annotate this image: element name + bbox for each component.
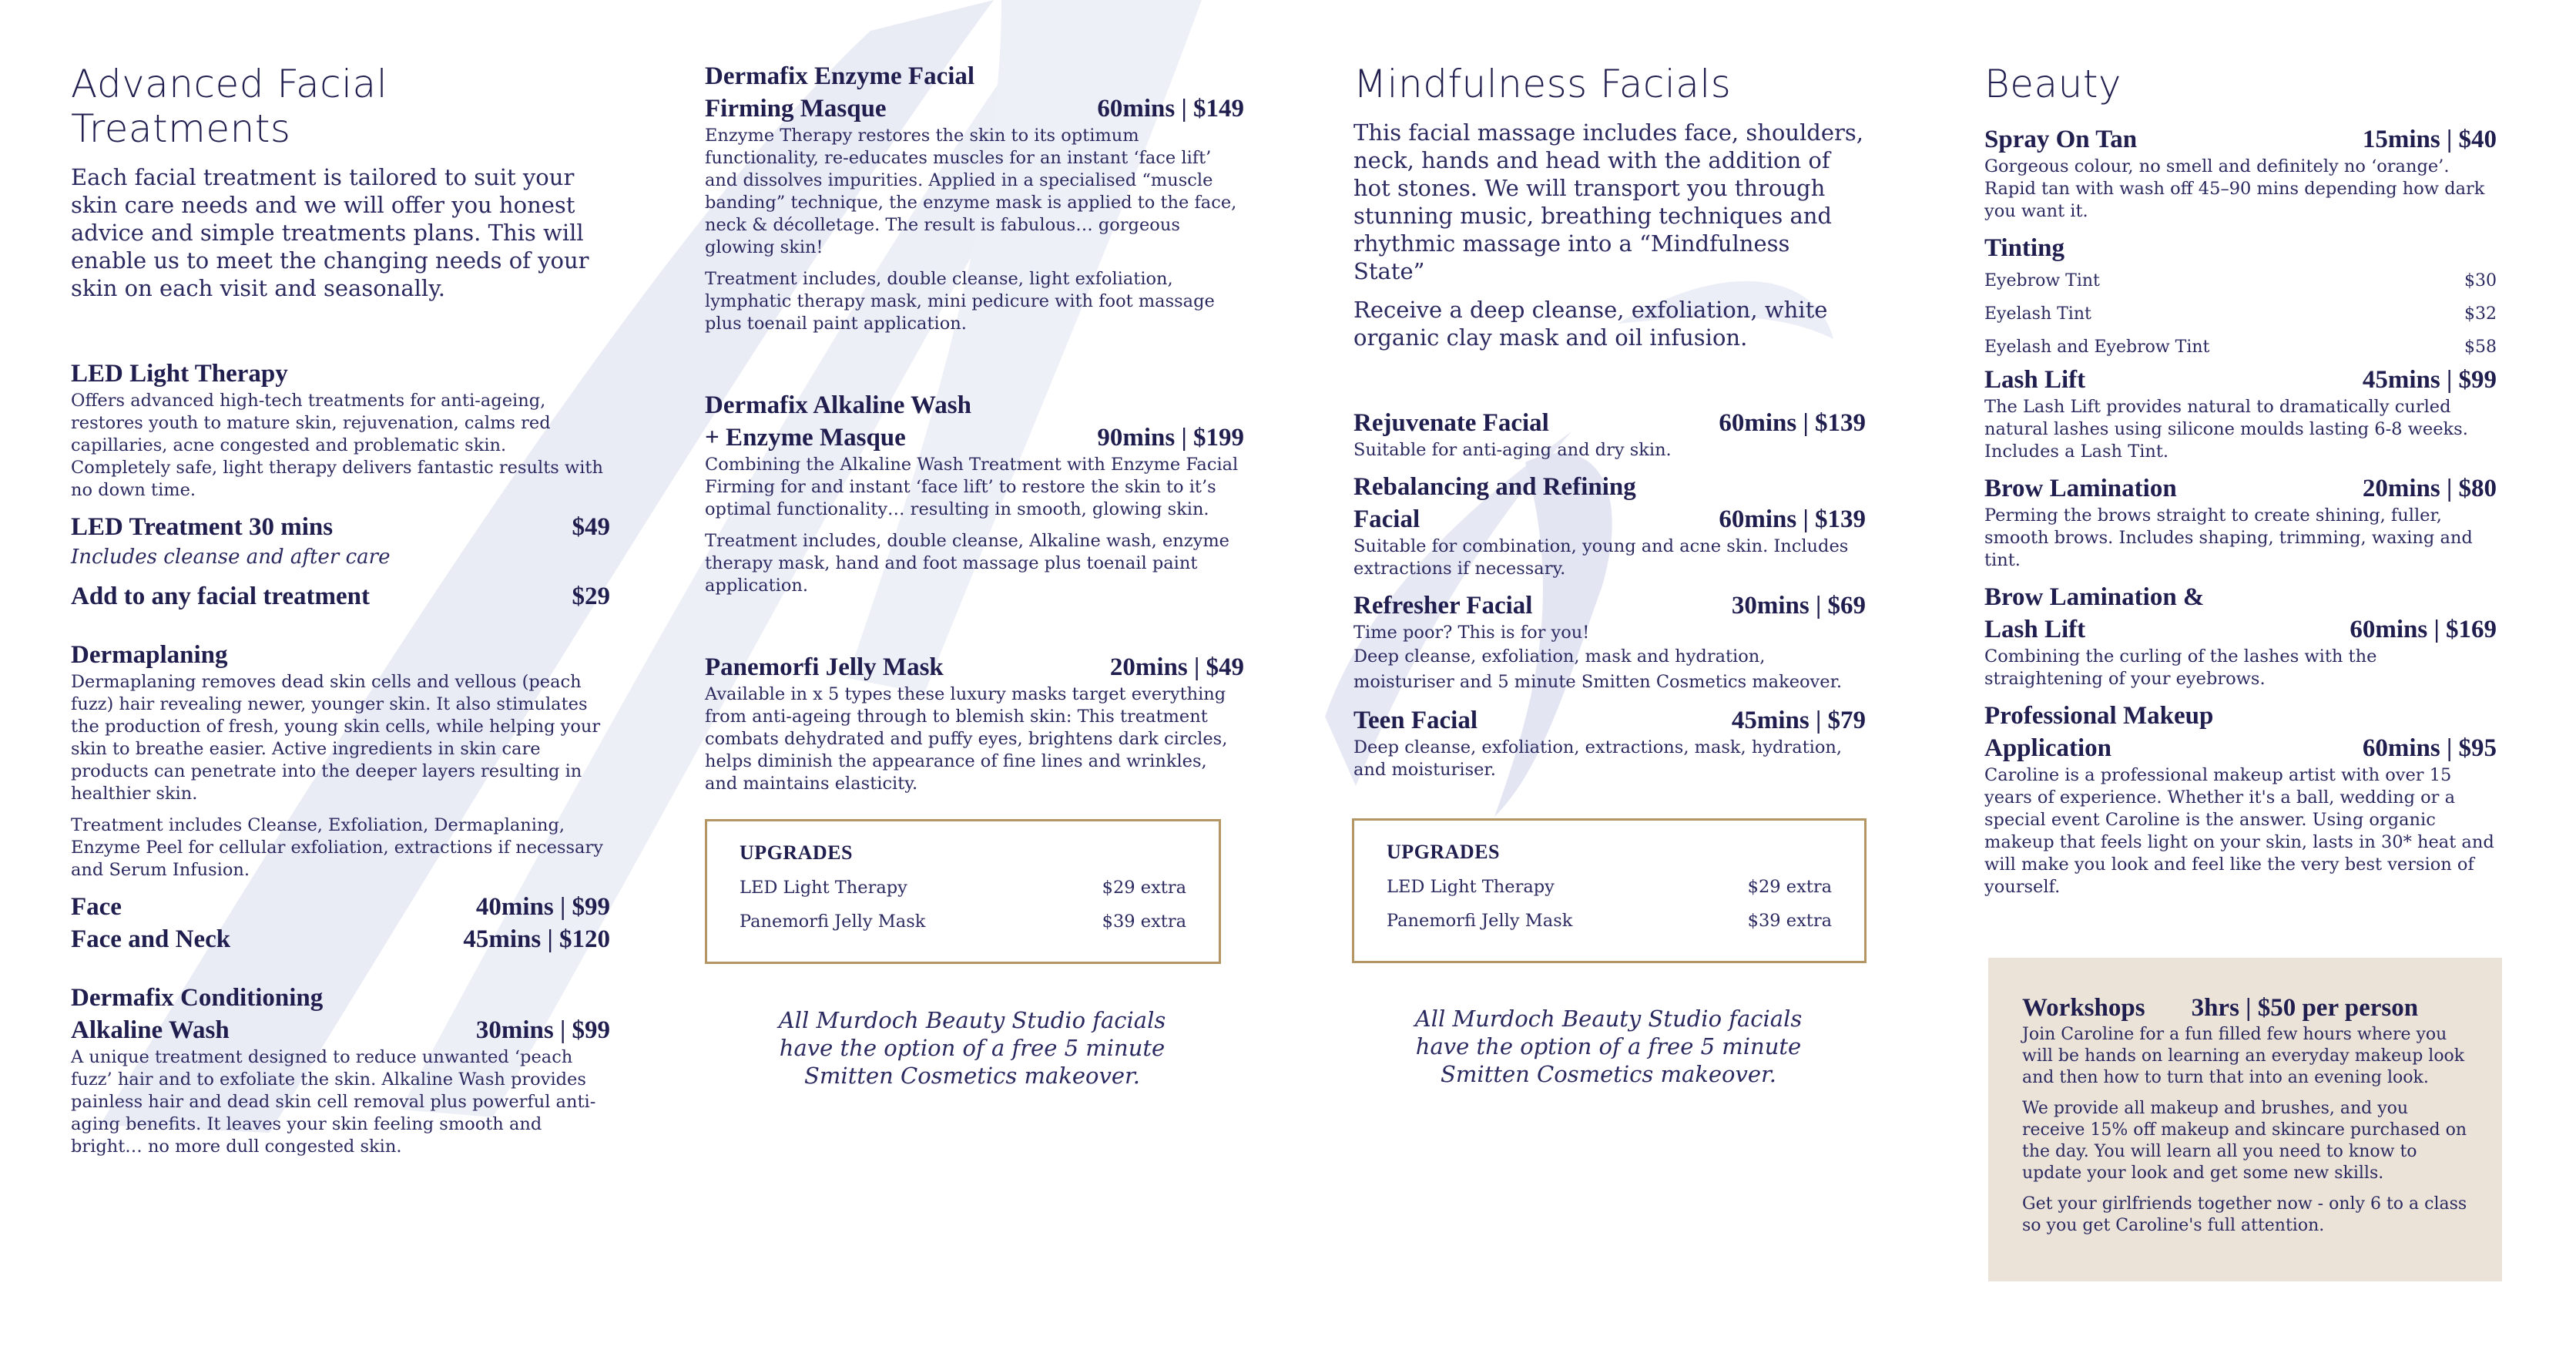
- makeup-title-line1: Professional Makeup: [1984, 702, 2214, 730]
- addon-name: Add to any facial treatment: [71, 583, 371, 610]
- alkaline-desc: Combining the Alkaline Wash Treatment with Enzyme Facial Firming for and instant ‘face lift’ to restore the skin to it’s optimal functionality… resulting in smooth, glowing skin.: [705, 455, 1239, 519]
- led-treatment-row: [71, 511, 610, 543]
- conditioning-price: 30mins | $99: [475, 1016, 610, 1044]
- upgrade-price: $29 extra: [1102, 878, 1186, 898]
- enzyme-includes: Treatment includes, double cleanse, light exfoliation, lymphatic therapy mask, mini pedicure with foot massage plus toenail paint application.: [705, 269, 1215, 334]
- face-name: Face: [71, 893, 122, 921]
- alkaline-title-line2: + Enzyme Masque: [705, 424, 906, 452]
- rebalancing-title-line1: Rebalancing and Refining: [1353, 473, 1636, 501]
- alkaline-price: 90mins | $199: [1097, 424, 1244, 452]
- upgrade-price: $39 extra: [1102, 912, 1186, 932]
- conditioning-desc: A unique treatment designed to reduce unwanted ‘peach fuzz’ hair and to exfoliate the skin. Alkaline Wash provides painless hair and dead skin cell removal plus powerful anti-aging benefits. It leaves your skin feeling smooth and bright… no more dull congested skin.: [71, 1047, 596, 1157]
- enzyme-price: 60mins | $149: [1097, 95, 1244, 123]
- enzyme-title-line2: Firming Masque: [705, 95, 887, 123]
- refresher-desc-2: Deep cleanse, exfoliation, mask and hydration, moisturiser and 5 minute Smitten Cosmetics makeover.: [1353, 646, 1843, 692]
- upgrade-name: LED Light Therapy: [1387, 877, 1555, 897]
- upgrades-box-1: [705, 819, 1221, 964]
- workshops-para-1: Join Caroline for a fun filled few hours where you will be hands on learning an everyday makeup look and then how to turn that into an evening look.: [2022, 1025, 2465, 1087]
- enzyme-row: [705, 92, 1244, 125]
- tint-name: Eyelash and Eyebrow Tint: [1984, 337, 2210, 357]
- brow-lamination-desc: Perming the brows straight to create shining, fuller, smooth brows. Includes shaping, trimming, waxing and tint.: [1984, 505, 2473, 570]
- upgrade-price: $39 extra: [1747, 911, 1832, 931]
- alkaline-includes: Treatment includes, double cleanse, Alkaline wash, enzyme therapy mask, hand and foot massage plus toenail paint application.: [705, 531, 1229, 596]
- advanced-facials-heading: Advanced Facial Treatments: [71, 62, 388, 151]
- upgrade-row: [1387, 870, 1832, 904]
- led-treatment-note: Includes cleanse and after care: [71, 546, 391, 569]
- dermaplaning-title: Dermaplaning: [71, 641, 228, 669]
- workshops-price: 3hrs | $50 per person: [2191, 994, 2419, 1022]
- makeup-price: 60mins | $95: [2362, 734, 2497, 762]
- led-therapy-title: LED Light Therapy: [71, 360, 288, 388]
- led-treatment-name: LED Treatment 30 mins: [71, 513, 334, 541]
- jelly-row: [705, 651, 1244, 683]
- rebalancing-price: 60mins | $139: [1719, 505, 1866, 533]
- makeup-row: [1984, 732, 2497, 764]
- rejuvenate-price: 60mins | $139: [1719, 409, 1866, 437]
- brow-lash-row: [1984, 613, 2497, 646]
- tan-price: 15mins | $40: [2362, 126, 2497, 153]
- workshops-para-3: Get your girlfriends together now - only 6 to a class so you get Caroline's full attention.: [2022, 1194, 2467, 1235]
- teen-row: [1353, 704, 1866, 737]
- column-advanced-facials: [71, 62, 610, 1167]
- workshops-box: [1988, 958, 2502, 1281]
- tint-row: [1984, 297, 2497, 331]
- refresher-desc-1: Time poor? This is for you!: [1353, 623, 1590, 643]
- rebalancing-row: [1353, 503, 1866, 536]
- alkaline-title-line1: Dermafix Alkaline Wash: [705, 391, 971, 419]
- upgrade-name: Panemorfi Jelly Mask: [1387, 911, 1573, 931]
- face-neck-row: [71, 923, 610, 955]
- conditioning-row: [71, 1014, 610, 1046]
- brow-lamination-row: [1984, 472, 2497, 505]
- tan-row: [1984, 123, 2497, 156]
- makeup-desc: Caroline is a professional makeup artist with over 15 years of experience. Whether it's a ball, wedding or a special event Caroline is the answer. Using organic makeup that feels light on your skin, lasts in 30* heat and will make you look and feel like the very best version of yourself.: [1984, 765, 2494, 897]
- face-price: 40mins | $99: [475, 893, 610, 921]
- lash-lift-row: [1984, 364, 2497, 396]
- brow-lash-title-line2: Lash Lift: [1984, 616, 2086, 643]
- upgrade-row: [1387, 904, 1832, 938]
- rebalancing-desc: Suitable for combination, young and acne skin. Includes extractions if necessary.: [1353, 536, 1849, 579]
- conditioning-title-line2: Alkaline Wash: [71, 1016, 230, 1044]
- column-dermafix: [705, 62, 1244, 804]
- tint-row: [1984, 264, 2497, 297]
- brow-lash-desc: Combining the curling of the lashes with the straightening of your eyebrows.: [1984, 646, 2377, 689]
- lash-lift-name: Lash Lift: [1984, 366, 2086, 394]
- makeup-title-line2: Application: [1984, 734, 2112, 762]
- rebalancing-title-line2: Facial: [1353, 505, 1420, 533]
- tinting-title: Tinting: [1984, 234, 2064, 262]
- teen-name: Teen Facial: [1353, 707, 1478, 734]
- brow-lash-price: 60mins | $169: [2350, 616, 2497, 643]
- workshops-title: Workshops: [2022, 994, 2145, 1022]
- teen-price: 45mins | $79: [1731, 707, 1866, 734]
- column-mindfulness: [1353, 62, 1866, 791]
- tan-desc: Gorgeous colour, no smell and definitely no ‘orange’. Rapid tan with wash off 45–90 mins depending how dark you want it.: [1984, 156, 2485, 221]
- workshops-header: [2022, 992, 2468, 1024]
- upgrade-name: Panemorfi Jelly Mask: [740, 912, 926, 932]
- upgrade-name: LED Light Therapy: [740, 878, 907, 898]
- dermaplaning-includes: Treatment includes Cleanse, Exfoliation, Dermaplaning, Enzyme Peel for cellular exfoliation, extractions if necessary and Serum Infusion.: [71, 815, 603, 880]
- face-neck-price: 45mins | $120: [463, 925, 610, 953]
- face-row: [71, 891, 610, 923]
- dermaplaning-desc: Dermaplaning removes dead skin cells and vellous (peach fuzz) hair revealing newer, younger skin. It also stimulates the production of fresh, young skin cells, while helping your skin to breathe easier. Active ingredients in skin care products can penetrate into the deeper layers resulting in healthier skin.: [71, 672, 601, 804]
- upgrade-row: [740, 871, 1186, 905]
- jelly-price: 20mins | $49: [1109, 653, 1244, 681]
- brow-lash-title-line1: Brow Lamination &: [1984, 583, 2205, 611]
- upgrades-title: UPGRADES: [1387, 841, 1501, 863]
- tint-price: $30: [2464, 271, 2497, 290]
- mindfulness-intro: This facial massage includes face, shoulders, neck, hands and head with the addition of hot stones. We will transport you through stunning music, breathing techniques and rhythmic massage into a “Mindfulness State”: [1353, 119, 1864, 284]
- tint-name: Eyebrow Tint: [1984, 271, 2100, 290]
- upgrade-row: [740, 905, 1186, 939]
- enzyme-title-line1: Dermafix Enzyme Facial: [705, 62, 975, 90]
- enzyme-desc: Enzyme Therapy restores the skin to its optimum functionality, re-educates muscles for an instant ‘face lift’ and dissolves impurities. Applied in a specialised “muscle banding” technique, the enzyme mask is applied to the face, neck & décolletage. The result is fabulous… gorgeous glowing skin!: [705, 126, 1237, 257]
- beauty-heading: Beauty: [1984, 62, 2122, 106]
- makeover-note-2: All Murdoch Beauty Studio facials have the option of a free 5 minute Smitten Cosmetics makeover.: [1414, 1006, 1803, 1087]
- mindfulness-intro-2: Receive a deep cleanse, exfoliation, white organic clay mask and oil infusion.: [1353, 297, 1828, 351]
- brow-lamination-price: 20mins | $80: [2362, 475, 2497, 502]
- alkaline-row: [705, 421, 1244, 454]
- led-treatment-price: $49: [572, 513, 610, 541]
- lash-lift-price: 45mins | $99: [2362, 366, 2497, 394]
- makeover-note-1: All Murdoch Beauty Studio facials have the option of a free 5 minute Smitten Cosmetics makeover.: [778, 1007, 1166, 1089]
- tint-name: Eyelash Tint: [1984, 304, 2091, 324]
- upgrades-box-2: [1352, 818, 1867, 963]
- brow-lamination-name: Brow Lamination: [1984, 475, 2177, 502]
- tint-price: $58: [2464, 337, 2497, 357]
- jelly-title: Panemorfi Jelly Mask: [705, 653, 944, 681]
- refresher-row: [1353, 589, 1866, 622]
- teen-desc: Deep cleanse, exfoliation, extractions, mask, hydration, and moisturiser.: [1353, 737, 1843, 780]
- upgrade-price: $29 extra: [1747, 877, 1832, 897]
- mindfulness-heading: Mindfulness Facials: [1353, 62, 1732, 106]
- lash-lift-desc: The Lash Lift provides natural to dramatically curled natural lashes using silicone moulds lasting 6-8 weeks. Includes a Lash Tint.: [1984, 397, 2468, 462]
- advanced-facials-intro: Each facial treatment is tailored to suit your skin care needs and we will offer you honest advice and simple treatments plans. This will enable us to meet the changing needs of your skin on each visit and seasonally.: [71, 164, 589, 301]
- jelly-desc: Available in x 5 types these luxury masks target everything from anti-ageing through to blemish skin: This treatment combats dehydrated and puffy eyes, brightens dark circles, helps diminish the appearance of fine lines and wrinkles, and maintains elasticity.: [705, 684, 1228, 794]
- workshops-para-2: We provide all makeup and brushes, and you receive 15% off makeup and skincare purchased on the day. You will learn all you need to know to update your look and get some new skills.: [2022, 1099, 2467, 1183]
- rejuvenate-name: Rejuvenate Facial: [1353, 409, 1549, 437]
- upgrades-title: UPGRADES: [740, 841, 854, 864]
- addon-row: [71, 580, 610, 613]
- tint-row: [1984, 331, 2497, 364]
- tint-price: $32: [2464, 304, 2497, 324]
- column-beauty: [1984, 62, 2497, 908]
- refresher-price: 30mins | $69: [1731, 592, 1866, 620]
- face-neck-name: Face and Neck: [71, 925, 231, 953]
- conditioning-title-line1: Dermafix Conditioning: [71, 984, 324, 1012]
- addon-price: $29: [572, 583, 610, 610]
- led-therapy-desc: Offers advanced high-tech treatments for anti-ageing, restores youth to mature skin, rejuvenation, calms red capillaries, acne congested and problematic skin. Completely safe, light therapy delivers fantastic results with no down time.: [71, 391, 603, 500]
- tan-name: Spray On Tan: [1984, 126, 2138, 153]
- rejuvenate-desc: Suitable for anti-aging and dry skin.: [1353, 440, 1672, 460]
- rejuvenate-row: [1353, 407, 1866, 439]
- refresher-name: Refresher Facial: [1353, 592, 1533, 620]
